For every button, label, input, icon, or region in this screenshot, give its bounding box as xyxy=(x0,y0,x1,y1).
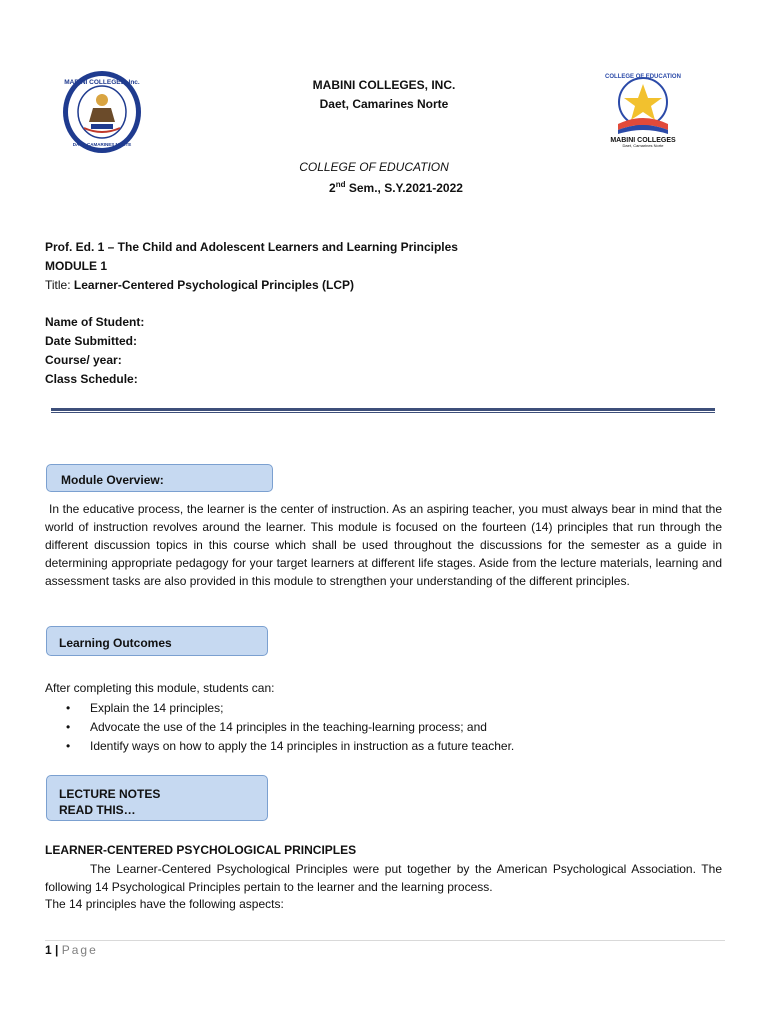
field-course-year: Course/ year: xyxy=(45,353,122,367)
institution-name: MABINI COLLEGES, INC. xyxy=(312,78,456,92)
seal-logo-text: MABINI COLLEGES, Inc. xyxy=(64,79,140,86)
learning-outcomes-intro: After completing this module, students can: xyxy=(45,681,275,695)
list-item xyxy=(66,739,514,758)
institution-address: Daet, Camarines Norte xyxy=(319,97,449,111)
lcp-aspects-line: The 14 principles have the following aspects: xyxy=(45,897,284,911)
semester-year: Sem., S.Y.2021-2022 xyxy=(345,181,463,195)
field-date-submitted: Date Submitted: xyxy=(45,334,138,348)
bullet-icon: • xyxy=(66,720,71,734)
lecture-notes-heading xyxy=(46,775,268,821)
semester-number: 2 xyxy=(329,181,336,195)
footer-divider xyxy=(45,940,725,941)
list-item-text: Identify ways on how to apply the 14 principles in instruction as a future teacher. xyxy=(90,739,515,753)
semester-line xyxy=(12,180,768,195)
module-title-label: Title: xyxy=(45,278,74,292)
bullet-icon: • xyxy=(66,701,71,715)
right-logo-arc-text: COLLEGE OF EDUCATION xyxy=(605,74,681,80)
right-logo-subtext: Daet, Camarines Norte xyxy=(622,143,664,148)
section-divider xyxy=(51,408,715,413)
lecture-notes-heading-line2: READ THIS… xyxy=(59,803,136,817)
module-overview-heading: Module Overview: xyxy=(46,464,273,492)
list-item xyxy=(66,720,514,739)
list-item-text: Advocate the use of the 14 principles in the teaching-learning process; and xyxy=(90,720,487,734)
learning-outcomes-heading: Learning Outcomes xyxy=(46,626,268,656)
module-title-value: Learner-Centered Psychological Principles (LCP) xyxy=(73,278,354,292)
module-number: MODULE 1 xyxy=(45,259,108,273)
page-word: Page xyxy=(61,943,98,957)
learning-outcomes-list xyxy=(66,701,514,758)
seal-logo-subtext: DAET, CAMARINES NORTE xyxy=(72,142,132,147)
page-footer xyxy=(45,943,98,957)
right-logo-name: MABINI COLLEGES xyxy=(610,137,676,144)
page-number: 1 xyxy=(45,943,52,957)
list-item xyxy=(66,701,514,720)
bullet-icon: • xyxy=(66,739,71,753)
lecture-notes-heading-line1: LECTURE NOTES xyxy=(59,787,161,801)
page-separator: | xyxy=(51,943,62,957)
module-title-line xyxy=(45,278,354,292)
list-item-text: Explain the 14 principles; xyxy=(90,701,224,715)
lcp-paragraph: The Learner-Centered Psychological Principles were put together by the American Psychological Association. The following 14 Psychological Principles pertain to the learner and the learning process. xyxy=(45,862,722,894)
college-name: COLLEGE OF EDUCATION xyxy=(299,160,449,174)
field-class-schedule: Class Schedule: xyxy=(45,372,138,386)
field-name-of-student: Name of Student: xyxy=(45,315,145,329)
subject-title: Prof. Ed. 1 – The Child and Adolescent Learners and Learning Principles xyxy=(45,240,458,254)
semester-ordinal: nd xyxy=(335,180,346,189)
lcp-section-title: LEARNER-CENTERED PSYCHOLOGICAL PRINCIPLES xyxy=(45,843,357,857)
module-overview-text: In the educative process, the learner is the center of instruction. As an aspiring teacher, you must always bear in mind that the world of instruction revolves around the learner. This module is focused on the fourteen (14) principles that run through the different discussion topics in this course which shall be used throughout the discussions for the semester as a guide in determining appropriate pedagogy for your target learners at different life stages. Aside from the lecture materials, learning and assessment tasks are also provided in this module to strengthen your understanding of the different principles. xyxy=(45,502,722,588)
